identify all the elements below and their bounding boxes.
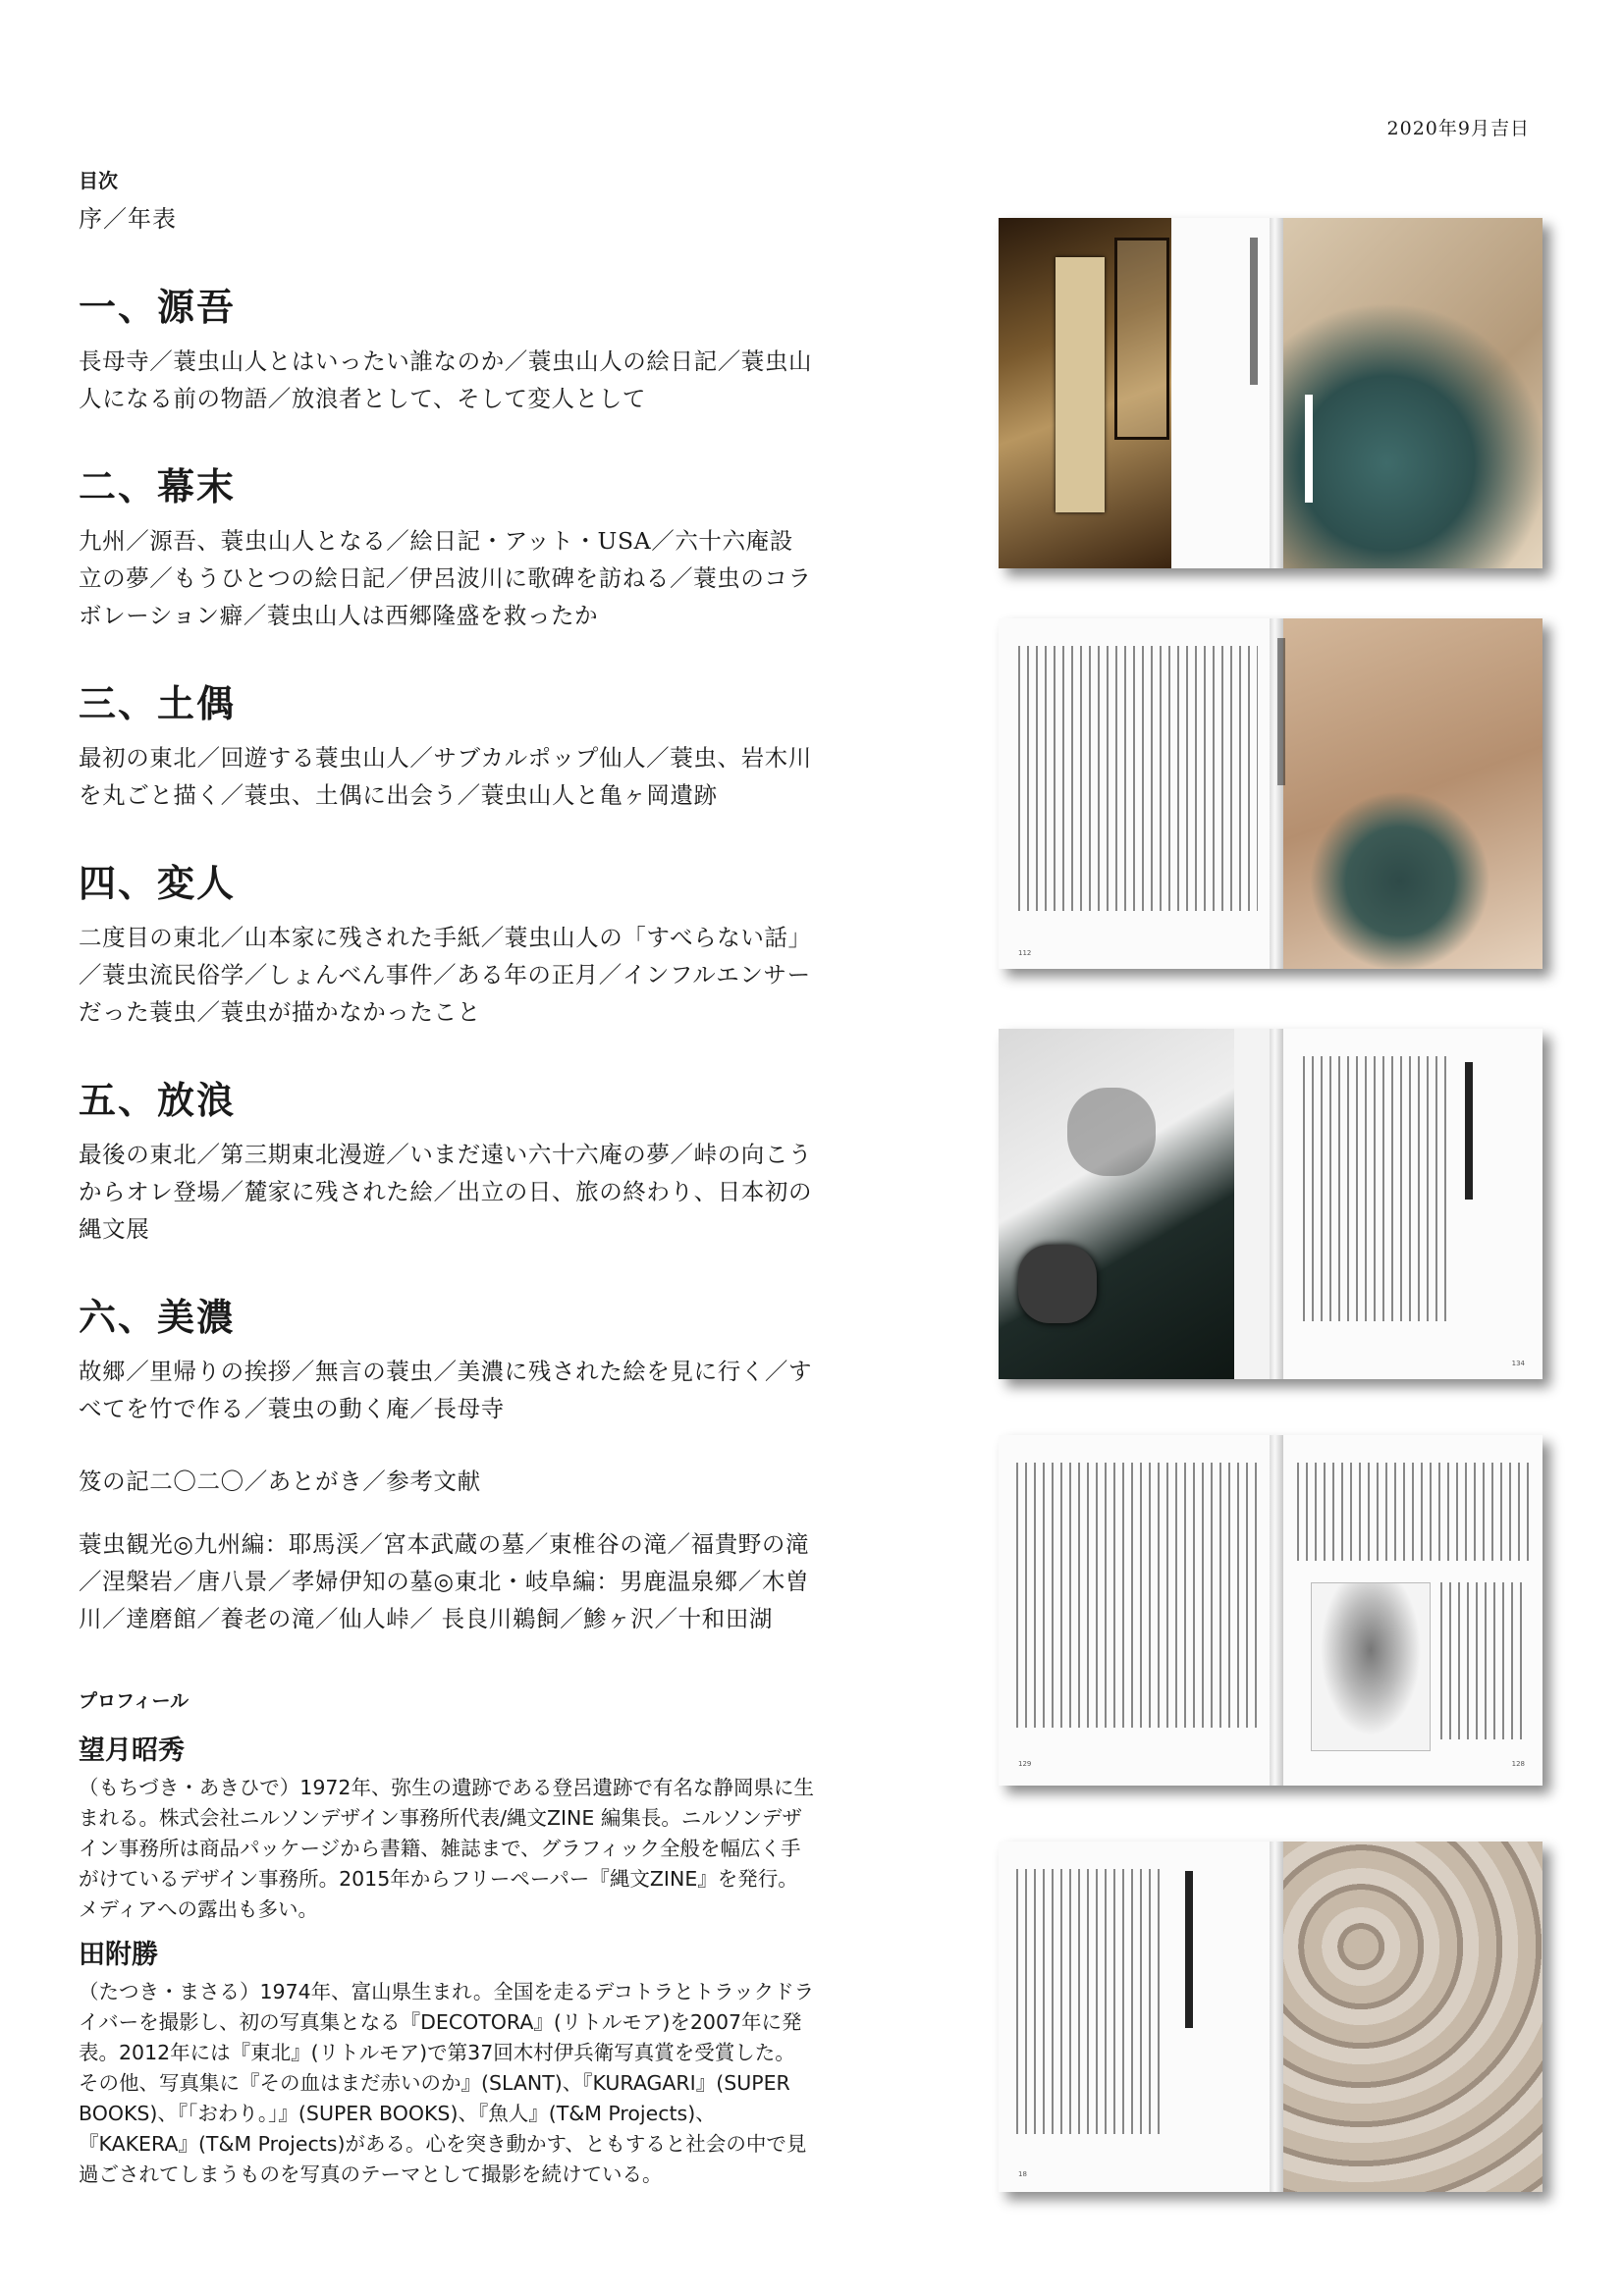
- dogu-drawing-photo: [1283, 618, 1543, 969]
- chapter-4: [79, 853, 815, 1031]
- sightseeing-list: 蓑虫観光◎九州編：耶馬渓／宮本武蔵の墓／東椎谷の滝／福貴野の滝／涅槃岩／唐八景／孝婦伊知の墓◎東北・岐阜編：男鹿温泉郷／木曽川／達磨館／養老の滝／仙人峠／ 長良川鵜飼／鯵ヶ沢／十和田湖: [79, 1530, 810, 1632]
- page-left: [1171, 218, 1270, 568]
- chapter-title: 五、放浪: [79, 1078, 237, 1122]
- book-spread-4: [999, 1435, 1543, 1786]
- text-page: [999, 618, 1270, 969]
- gutter: [1270, 1842, 1283, 2192]
- chapter-1: [79, 277, 815, 417]
- text-page-with-figure: [1283, 1435, 1543, 1786]
- dogu-collage-photo: [1283, 1842, 1543, 2192]
- afterword-line: 笈の記二〇二〇／あとがき／参考文献: [79, 1468, 481, 1495]
- table-of-contents: [79, 165, 815, 2190]
- book-spread-1: [999, 218, 1543, 568]
- dogu-figures-photo: [999, 1029, 1234, 1379]
- chapter-title: 一、源吾: [79, 285, 237, 329]
- text-page: [1283, 1029, 1543, 1379]
- chapter-6: [79, 1287, 815, 1427]
- profile-heading: プロフィール: [79, 1690, 189, 1712]
- issue-date: 2020年9月吉日: [1386, 118, 1530, 139]
- book-spread-2: [999, 618, 1543, 969]
- dogu-illustration: [1311, 1582, 1431, 1751]
- toc-intro: 序／年表: [79, 205, 177, 233]
- page-number: 129: [1018, 1760, 1032, 1768]
- profile-photographer: [79, 1933, 815, 2190]
- scroll-detail-photo: [1283, 218, 1543, 568]
- book-spread-3: [999, 1029, 1543, 1379]
- chapter-sections: 長母寺／蓑虫山人とはいったい誰なのか／蓑虫山人の絵日記／蓑虫山人になる前の物語／放浪者として、そして変人として: [79, 347, 813, 412]
- page-number: 134: [1511, 1360, 1525, 1367]
- photographer-name: 田附勝: [79, 1940, 158, 1970]
- text-page: [999, 1842, 1270, 2192]
- chapter-title: 四、変人: [79, 861, 237, 905]
- page-left-margin: [1234, 1029, 1270, 1379]
- chapter-sections: 二度目の東北／山本家に残された手紙／蓑虫山人の「すべらない話」／蓑虫流民俗学／しょんべん事件／ある年の正月／インフルエンサーだった蓑虫／蓑虫が描かなかったこと: [79, 924, 812, 1026]
- page-number: 128: [1511, 1760, 1525, 1768]
- toc-heading: 目次: [79, 169, 118, 192]
- chapter-sections: 最後の東北／第三期東北漫遊／いまだ遠い六十六庵の夢／峠の向こうからオレ登場／麓家に残された絵／出立の日、旅の終わり、日本初の縄文展: [79, 1141, 813, 1243]
- gutter: [1270, 218, 1283, 568]
- text-page: [999, 1435, 1270, 1786]
- profile-author: [79, 1729, 815, 1925]
- chapter-title: 六、美濃: [79, 1295, 237, 1339]
- page-number: 112: [1018, 949, 1032, 957]
- gutter: [1270, 1029, 1283, 1379]
- book-spread-5: [999, 1842, 1543, 2192]
- hanging-scroll-photo: [999, 218, 1171, 568]
- chapter-title: 二、幕末: [79, 464, 237, 508]
- chapter-3: [79, 673, 815, 814]
- chapter-sections: 最初の東北／回遊する蓑虫山人／サブカルポップ仙人／蓑虫、岩木川を丸ごと描く／蓑虫、土偶に出会う／蓑虫山人と亀ヶ岡遺跡: [79, 744, 812, 809]
- photographer-bio: （たつき・まさる）1974年、富山県生まれ。全国を走るデコトラとトラックドライバーを撮影し、初の写真集となる『DECOTORA』(リトルモア)を2007年に発表。2012年には『東北』(リトルモア)で第37回木村伊兵衛写真賞を受賞した。その他、写真集に『その血はまだ赤いのか』(SLANT)、『KURAGARI』(SUPER BOOKS)、『「おわり。」』(SUPER BOOKS)、『魚人』(T&M Projects)、『KAKERA』(T&M Projects)がある。心を突き動かす、ともすると社会の中で見過ごされてしまうものを写真のテーマとして撮影を続けている。: [79, 1980, 815, 2186]
- chapter-sections: 九州／源吾、蓑虫山人となる／絵日記・アット・USA／六十六庵設立の夢／もうひとつの絵日記／伊呂波川に歌碑を訪ねる／蓑虫のコラボレーション癖／蓑虫山人は西郷隆盛を救ったか: [79, 527, 812, 629]
- author-bio: （もちづき・あきひで）1972年、弥生の遺跡である登呂遺跡で有名な静岡県に生まれる。株式会社ニルソンデザイン事務所代表/縄文ZINE 編集長。ニルソンデザイン事務所は商品パッケージから書籍、雑誌まで、グラフィック全般を幅広く手がけているデザイン事務所。2015年からフリーペーパー『縄文ZINE』を発行。メディアへの露出も多い。: [79, 1776, 814, 1921]
- chapter-title: 三、土偶: [79, 681, 237, 725]
- chapter-5: [79, 1070, 815, 1248]
- page-number: 18: [1018, 2170, 1027, 2178]
- gutter: [1270, 1435, 1283, 1786]
- chapter-2: [79, 456, 815, 634]
- chapter-sections: 故郷／里帰りの挨拶／無言の蓑虫／美濃に残された絵を見に行く／すべてを竹で作る／蓑虫の動く庵／長母寺: [79, 1358, 813, 1422]
- author-name: 望月昭秀: [79, 1735, 185, 1766]
